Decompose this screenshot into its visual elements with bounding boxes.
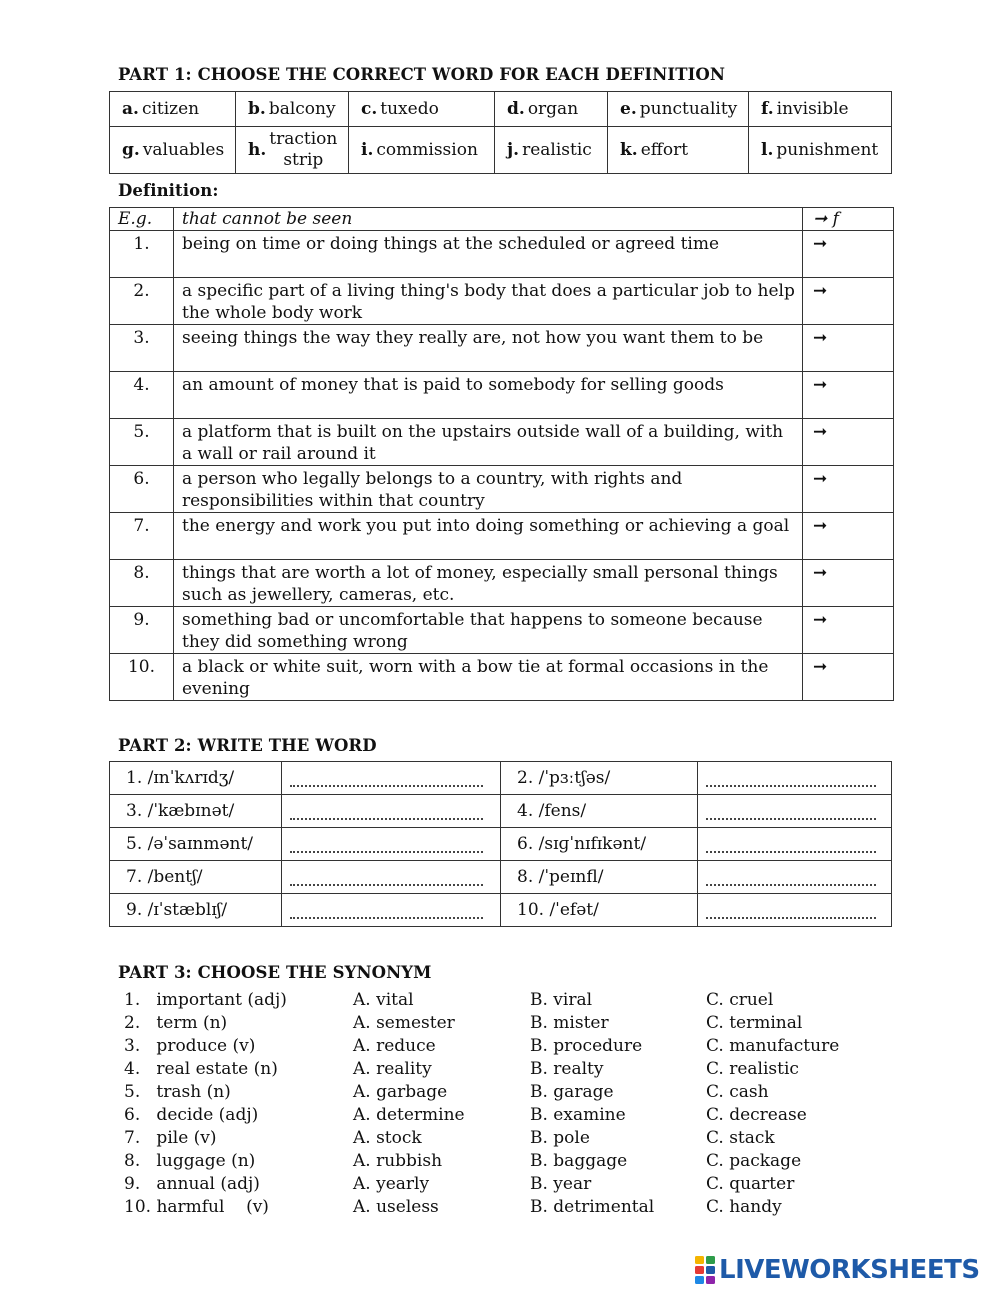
synonym-item: [124, 1127, 884, 1150]
definition-text: being on time or doing things at the scheduled or agreed time: [174, 231, 803, 278]
word-bank-cell: k. effort: [608, 127, 749, 174]
logo-text: LIVEWORKSHEETS: [719, 1255, 980, 1285]
definition-label: Definition:: [118, 181, 219, 200]
word-bank-cell: l. punishment: [749, 127, 892, 174]
synonym-item: [124, 1012, 884, 1035]
synonym-question: 5. trash (n): [124, 1082, 231, 1102]
dotted-line: [706, 872, 876, 886]
definition-text: a platform that is built on the upstairs outside wall of a building, with a wall or rail around it: [174, 419, 803, 466]
definition-number: 7.: [110, 513, 174, 560]
definition-example-row: [110, 208, 894, 231]
option-c[interactable]: C. manufacture: [706, 1036, 840, 1056]
option-b[interactable]: B. mister: [530, 1013, 609, 1033]
synonym-question: 2. term (n): [124, 1013, 228, 1033]
synonym-item: [124, 1081, 884, 1104]
synonym-question: 1. important (adj): [124, 990, 287, 1010]
synonym-item: [124, 1173, 884, 1196]
synonym-question: 8. luggage (n): [124, 1151, 256, 1171]
answer-blank[interactable]: [282, 762, 501, 795]
definition-number: 4.: [110, 372, 174, 419]
definition-text: that cannot be seen: [174, 208, 803, 231]
phonetic-prompt: 7. /bentʃ/: [110, 861, 282, 894]
answer-field[interactable]: ➞: [803, 513, 894, 560]
option-b[interactable]: B. examine: [530, 1105, 626, 1125]
synonym-question: 9. annual (adj): [124, 1174, 260, 1194]
synonym-question: 4. real estate (n): [124, 1059, 278, 1079]
definition-number: 5.: [110, 419, 174, 466]
definition-row: [110, 513, 894, 560]
phonetic-prompt: 1. /ɪnˈkʌrɪdʒ/: [110, 762, 282, 795]
word-bank-cell: b. balcony: [236, 92, 349, 127]
answer-field[interactable]: ➞: [803, 654, 894, 701]
definition-row: [110, 231, 894, 278]
dotted-line: [290, 806, 483, 820]
dotted-line: [706, 806, 876, 820]
definition-row: [110, 325, 894, 372]
answer-blank[interactable]: [698, 861, 892, 894]
write-row: [110, 828, 892, 861]
answer-field[interactable]: ➞: [803, 419, 894, 466]
answer-field[interactable]: ➞: [803, 325, 894, 372]
option-a[interactable]: A. determine: [353, 1105, 465, 1125]
definition-number: 9.: [110, 607, 174, 654]
phonetic-prompt: 2. /ˈpɜːtʃəs/: [501, 762, 698, 795]
word-bank-cell: f. invisible: [749, 92, 892, 127]
phonetic-prompt: 5. /əˈsaɪnmənt/: [110, 828, 282, 861]
synonym-question: 3. produce (v): [124, 1036, 256, 1056]
synonym-item: [124, 1104, 884, 1127]
answer-field[interactable]: ➞: [803, 372, 894, 419]
answer-field[interactable]: ➞: [803, 560, 894, 607]
option-b[interactable]: B. year: [530, 1174, 592, 1194]
option-b[interactable]: B. baggage: [530, 1151, 628, 1171]
write-the-word-table: [109, 761, 892, 927]
synonym-list: [124, 989, 884, 1219]
option-a[interactable]: A. reduce: [353, 1036, 436, 1056]
answer-blank[interactable]: [282, 894, 501, 927]
dotted-line: [706, 905, 876, 919]
dotted-line: [290, 773, 483, 787]
definition-number: 6.: [110, 466, 174, 513]
option-a[interactable]: A. garbage: [353, 1082, 448, 1102]
definition-text: things that are worth a lot of money, especially small personal things such as jewellery, cameras, etc.: [174, 560, 803, 607]
word-bank-cell: g. valuables: [110, 127, 236, 174]
definition-text: the energy and work you put into doing something or achieving a goal: [174, 513, 803, 560]
synonym-item: [124, 1058, 884, 1081]
definition-row: [110, 560, 894, 607]
definition-number: 3.: [110, 325, 174, 372]
definition-number: 2.: [110, 278, 174, 325]
part3-heading: PART 3: CHOOSE THE SYNONYM: [118, 963, 432, 982]
option-c[interactable]: C. realistic: [706, 1059, 799, 1079]
synonym-item: [124, 1035, 884, 1058]
definition-row: [110, 654, 894, 701]
option-c[interactable]: C. package: [706, 1151, 802, 1171]
option-a[interactable]: A. stock: [353, 1128, 422, 1148]
word-bank-cell: a. citizen: [110, 92, 236, 127]
option-b[interactable]: B. garage: [530, 1082, 614, 1102]
answer-blank[interactable]: [698, 795, 892, 828]
answer-blank[interactable]: [698, 894, 892, 927]
definitions-table: [109, 207, 894, 701]
definition-row: [110, 419, 894, 466]
answer-blank[interactable]: [698, 762, 892, 795]
phonetic-prompt: 8. /ˈpeɪnfl/: [501, 861, 698, 894]
liveworksheets-mark-icon: [695, 1256, 717, 1284]
answer-blank[interactable]: [698, 828, 892, 861]
definition-text: seeing things the way they really are, not how you want them to be: [174, 325, 803, 372]
option-a[interactable]: A. rubbish: [353, 1151, 443, 1171]
definition-number: 8.: [110, 560, 174, 607]
option-a[interactable]: A. vital: [353, 990, 414, 1010]
answer-field[interactable]: ➞: [803, 607, 894, 654]
dotted-line: [290, 839, 483, 853]
answer-field[interactable]: ➞: [803, 466, 894, 513]
synonym-question: 7. pile (v): [124, 1128, 217, 1148]
dotted-line: [290, 872, 483, 886]
definition-text: an amount of money that is paid to somebody for selling goods: [174, 372, 803, 419]
synonym-item: [124, 1150, 884, 1173]
option-c[interactable]: C. cash: [706, 1082, 769, 1102]
dotted-line: [706, 773, 876, 787]
answer-blank[interactable]: [282, 861, 501, 894]
answer-field: ➞ f: [803, 208, 894, 231]
definition-text: a person who legally belongs to a country, with rights and responsibilities within that country: [174, 466, 803, 513]
option-c[interactable]: C. quarter: [706, 1174, 795, 1194]
liveworksheets-logo[interactable]: [695, 1255, 980, 1285]
write-row: [110, 894, 892, 927]
option-a[interactable]: A. yearly: [353, 1174, 430, 1194]
word-bank-cell: e. punctuality: [608, 92, 749, 127]
option-a[interactable]: A. semester: [353, 1013, 455, 1033]
synonym-question: 6. decide (adj): [124, 1105, 259, 1125]
option-c[interactable]: C. terminal: [706, 1013, 803, 1033]
option-c[interactable]: C. handy: [706, 1197, 782, 1217]
definition-text: a specific part of a living thing's body that does a particular job to help the whole body work: [174, 278, 803, 325]
word-bank-cell: h.traction strip: [236, 127, 349, 174]
synonym-item: [124, 1196, 884, 1219]
definition-number: E.g.: [110, 208, 174, 231]
option-b[interactable]: B. pole: [530, 1128, 590, 1148]
answer-blank[interactable]: [282, 828, 501, 861]
dotted-line: [290, 905, 483, 919]
dotted-line: [706, 839, 876, 853]
option-c[interactable]: C. stack: [706, 1128, 775, 1148]
option-b[interactable]: B. procedure: [530, 1036, 643, 1056]
word-bank-cell: i. commission: [349, 127, 495, 174]
definition-row: [110, 372, 894, 419]
word-bank-cell: c. tuxedo: [349, 92, 495, 127]
answer-blank[interactable]: [282, 795, 501, 828]
option-a[interactable]: A. reality: [353, 1059, 432, 1079]
word-bank-table: [109, 91, 892, 174]
definition-text: something bad or uncomfortable that happens to someone because they did something wrong: [174, 607, 803, 654]
phonetic-prompt: 3. /ˈkæbɪnət/: [110, 795, 282, 828]
option-a[interactable]: A. useless: [353, 1197, 439, 1217]
synonym-item: [124, 989, 884, 1012]
definition-number: 10.: [110, 654, 174, 701]
word-bank-cell: d. organ: [495, 92, 608, 127]
phonetic-prompt: 10. /ˈefət/: [501, 894, 698, 927]
phonetic-prompt: 4. /fens/: [501, 795, 698, 828]
answer-field[interactable]: ➞: [803, 231, 894, 278]
synonym-question: 10. harmful (v): [124, 1197, 269, 1217]
part2-heading: PART 2: WRITE THE WORD: [118, 736, 377, 755]
option-c[interactable]: C. decrease: [706, 1105, 807, 1125]
word-bank-cell: j. realistic: [495, 127, 608, 174]
option-b[interactable]: B. detrimental: [530, 1197, 655, 1217]
option-c[interactable]: C. cruel: [706, 990, 774, 1010]
write-row: [110, 762, 892, 795]
part1-heading: PART 1: CHOOSE THE CORRECT WORD FOR EACH DEFINITION: [118, 65, 726, 84]
option-b[interactable]: B. realty: [530, 1059, 604, 1079]
write-row: [110, 795, 892, 828]
definition-text: a black or white suit, worn with a bow tie at formal occasions in the evening: [174, 654, 803, 701]
phonetic-prompt: 6. /sɪɡˈnɪfɪkənt/: [501, 828, 698, 861]
option-b[interactable]: B. viral: [530, 990, 593, 1010]
phonetic-prompt: 9. /ɪˈstæblɪʃ/: [110, 894, 282, 927]
definition-row: [110, 607, 894, 654]
answer-field[interactable]: ➞: [803, 278, 894, 325]
definition-number: 1.: [110, 231, 174, 278]
definition-row: [110, 466, 894, 513]
definition-row: [110, 278, 894, 325]
write-row: [110, 861, 892, 894]
